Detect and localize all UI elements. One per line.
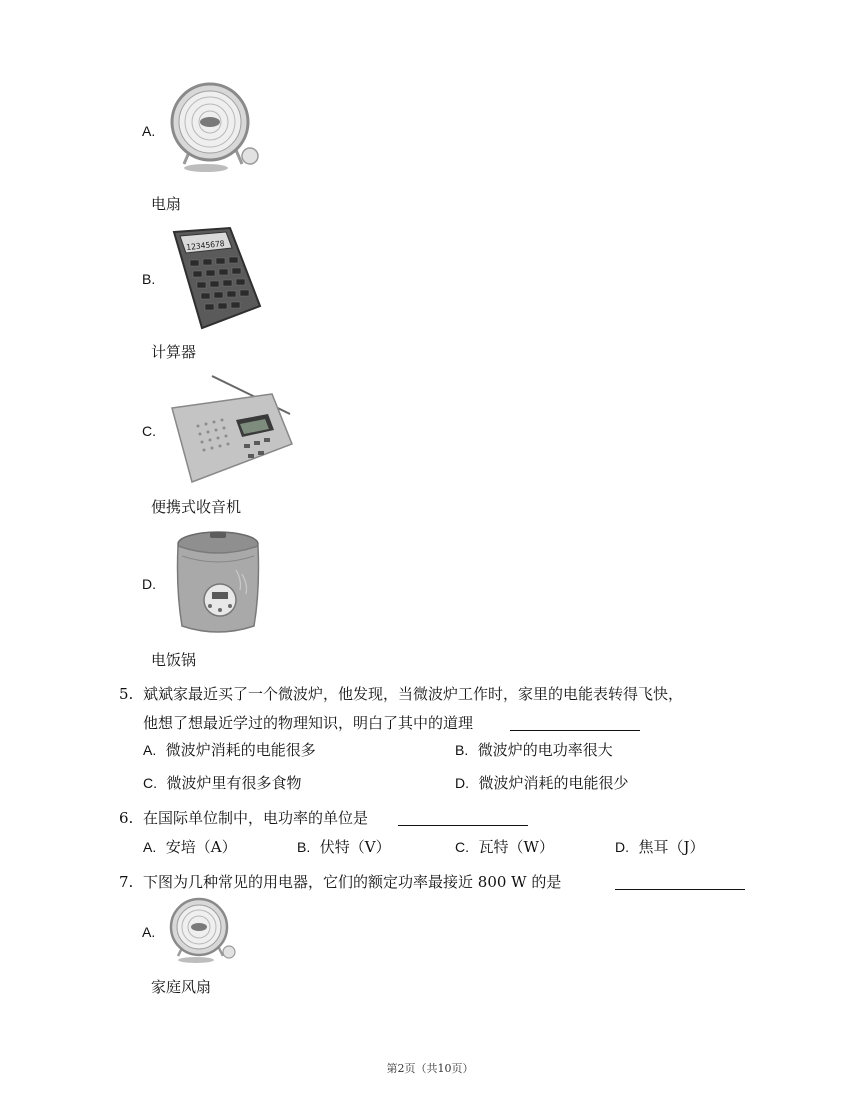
choice-letter: A. bbox=[143, 742, 157, 758]
option-letter: A. bbox=[142, 924, 156, 940]
option-letter: D. bbox=[142, 576, 156, 592]
question-stem-line2: 他想了想最近学过的物理知识，明白了其中的道理 bbox=[143, 714, 474, 732]
choice-letter: B. bbox=[455, 742, 469, 758]
calculator-display-text: 12345678 bbox=[185, 239, 226, 253]
desk-fan-icon bbox=[166, 896, 238, 966]
answer-blank[interactable] bbox=[615, 873, 745, 890]
choice-text: 焦耳（J） bbox=[638, 838, 705, 856]
question-number: 7. bbox=[119, 873, 134, 891]
option-caption: 电饭锅 bbox=[151, 651, 197, 669]
choice-letter: C. bbox=[143, 775, 157, 791]
choice-letter: C. bbox=[455, 839, 469, 855]
choice-c[interactable] bbox=[455, 837, 554, 857]
rice-cooker-icon bbox=[170, 530, 266, 638]
option-letter: B. bbox=[142, 271, 156, 287]
choice-a[interactable] bbox=[143, 740, 316, 760]
choice-a[interactable] bbox=[143, 837, 237, 857]
choice-d[interactable] bbox=[615, 837, 705, 857]
question-number: 5. bbox=[119, 685, 134, 703]
choice-text: 瓦特（W） bbox=[478, 838, 554, 856]
choice-text: 微波炉消耗的电能很少 bbox=[478, 774, 629, 792]
choice-letter: D. bbox=[615, 839, 629, 855]
page-footer: 第2页（共10页） bbox=[386, 1062, 474, 1075]
option-letter: A. bbox=[142, 123, 156, 139]
question-stem: 下图为几种常见的用电器，它们的额定功率最接近 800 W 的是 bbox=[143, 873, 562, 891]
option-caption: 家庭风扇 bbox=[151, 978, 212, 996]
portable-radio-icon bbox=[168, 374, 296, 484]
choice-b[interactable] bbox=[455, 740, 613, 760]
choice-text: 安培（A） bbox=[165, 838, 237, 856]
question-stem: 在国际单位制中，电功率的单位是 bbox=[143, 809, 369, 827]
choice-text: 伏特（V） bbox=[319, 838, 391, 856]
answer-blank[interactable] bbox=[398, 809, 528, 826]
answer-blank[interactable] bbox=[510, 714, 640, 731]
desk-fan-icon bbox=[166, 80, 262, 176]
calculator-icon bbox=[166, 226, 264, 330]
option-caption: 电扇 bbox=[151, 195, 182, 213]
option-caption: 计算器 bbox=[151, 343, 197, 361]
choice-text: 微波炉的电功率很大 bbox=[477, 741, 613, 759]
choice-letter: D. bbox=[455, 775, 469, 791]
choice-text: 微波炉里有很多食物 bbox=[166, 774, 302, 792]
choice-letter: A. bbox=[143, 839, 157, 855]
choice-text: 微波炉消耗的电能很多 bbox=[165, 741, 316, 759]
choice-letter: B. bbox=[297, 839, 311, 855]
question-stem-line1: 斌斌家最近买了一个微波炉，他发现，当微波炉工作时，家里的电能表转得飞快， bbox=[143, 685, 684, 703]
option-letter: C. bbox=[142, 423, 156, 439]
choice-b[interactable] bbox=[297, 837, 391, 857]
option-caption: 便携式收音机 bbox=[151, 498, 242, 516]
question-number: 6. bbox=[119, 809, 134, 827]
choice-c[interactable] bbox=[143, 773, 302, 793]
choice-d[interactable] bbox=[455, 773, 629, 793]
